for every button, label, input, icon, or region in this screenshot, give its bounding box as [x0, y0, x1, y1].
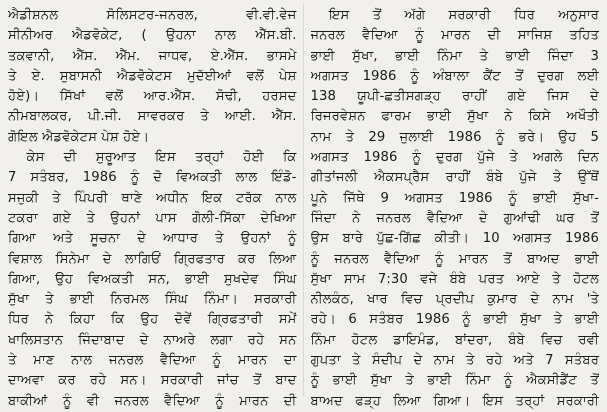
article-line: ਉਸ ਬਾਰੇ ਪੁੱਛ-ਗਿੱਛ ਕੀਤੀ। 10 ਅਗਸਤ 1986 — [310, 231, 599, 247]
article-line: ਗੋਇਲ ਐਡਵੋਕੇਟਸ ਪੇਸ਼ ਹੋਏ। — [8, 129, 150, 145]
article-line: ਗਿਆ, ਉਹ ਵਿਅਕਤੀ ਸਨ, ਭਾਈ ਸੁਖਦੇਵ ਸਿੰਘ — [8, 271, 297, 287]
article-line: ਬਾਕੀਆਂ ਨੂੰ ਵੀ ਜਨਰਲ ਵੈਦਿਆ ਨੂੰ ਮਾਰਨ ਦੀ — [8, 393, 297, 409]
article-line: 138 ਯੂਪੀ-ਛਤੀਸਗੜ੍ਹ ਰਾਹੀਂ ਗਏ ਜਿਸ ਦੇ — [310, 89, 599, 105]
article-column-left — [8, 6, 297, 409]
article-line: ਵਿਸ਼ਾਲ ਸਿਨੇਮਾ ਦੇ ਲਾਗਿਓਂ ਗ੍ਰਿਫਤਾਰ ਕਰ ਲਿਆ — [8, 251, 297, 267]
article-line: ਗੁਪਤਾ ਤੇ ਸੰਦੀਪ ਦੇ ਨਾਮ ਤੇ ਰਹੇ ਅਤੇ 7 ਸਤੰਬਰ — [310, 353, 599, 369]
article-line: ਤੇ ਏ. ਸੁਬਾਸਨੀ ਐਡਵੋਕੇਟਸ ਮੁਦੱਈਆਂ ਵਲੋਂ ਪੇਸ਼ — [8, 68, 297, 84]
article-line: ਟਕਰਾ ਗਏ ਤੇ ਉਹਨਾਂ ਪਾਸ ਗੋਲੀ-ਸਿੱਕਾ ਦੇਖਿਆ — [8, 210, 297, 226]
article-line: ਬਾਅਦ ਫੜ੍ਹ ਲਿਆ ਗਿਆ। ਇਸ ਤਰ੍ਹਾਂ ਸਰਕਾਰੀ — [310, 393, 599, 409]
article-line: ਹੋਏ)। ਸਿੱਖਾਂ ਵਲੋਂ ਆਰ.ਐੱਸ. ਸੋਢੀ, ਹਰਸਦ — [8, 89, 297, 105]
article-line: ਭਾਈ ਸੁੱਖਾ, ਭਾਈ ਨਿੰਮਾ ਤੇ ਭਾਈ ਜਿੰਦਾ 3 — [310, 48, 599, 64]
article-column-right — [310, 6, 600, 409]
article-line: ਜਿੰਦਾ ਨੇ ਜਨਰਲ ਵੈਦਿਆ ਦੇ ਗੁਆਂਢੀ ਘਰ ਤੋਂ — [310, 210, 599, 226]
article-line: ਖਾਲਿਸਤਾਨ ਜਿੰਦਾਬਾਦ ਦੇ ਨਾਅਰੇ ਲਗਾ ਰਹੇ ਸਨ — [8, 332, 297, 348]
article-line: ਰਿਜਰਵੇਸ਼ਨ ਫਾਰਮ ਭਾਈ ਸੁੱਖਾ ਨੇ ਕਿਸੇ ਅਖੌਤੀ — [310, 109, 599, 125]
article-line: ਨਿੰਮਾ ਹੋਟਲ ਡਾਇਮੰਡ, ਬਾਂਦਰਾ, ਬੰਬੇ ਵਿਚ ਰਵੀ — [310, 332, 599, 348]
article-line: ਦਾਅਵਾ ਕਰ ਰਹੇ ਸਨ। ਸਰਕਾਰੀ ਜਾਂਚ ਤੋਂ ਬਾਦ — [8, 373, 297, 389]
article-line: ਸੁੱਖਾ ਸਾਮ 7:30 ਵਜੇ ਬੰਬੇ ਪਰਤ ਆਏ ਤੇ ਹੋਟਲ — [310, 271, 599, 287]
article-line: ਰਹੇ। 6 ਸਤੰਬਰ 1986 ਨੂੰ ਭਾਈ ਸੁੱਖਾ ਤੇ ਭਾਈ — [310, 312, 599, 328]
article-line: ਅਗਸਤ 1986 ਨੂੰ ਦੁਰਗ ਪੁੱਜੇ ਤੇ ਅਗਲੇ ਦਿਨ — [310, 150, 599, 166]
article-line: ਨੂੰ ਭਾਈ ਸੁੱਖਾ ਤੇ ਭਾਈ ਨਿੰਮਾ ਨੂੰ ਐਕਸੀਡੈਂਟ ਤੋਂ — [310, 373, 599, 389]
article-line: ਤਕਵਾਨੀ, ਐੱਸ. ਐੱਮ. ਜਾਧਵ, ਏ.ਐੱਸ. ਭਾਸਮੇ — [8, 48, 297, 64]
article-line: ਜਨਰਲ ਵੈਦਿਆ ਨੂੰ ਮਾਰਨ ਦੀ ਸਾਜਿਸ਼ ਤਹਿਤ — [310, 28, 599, 44]
article-line: ਐਡੀਸ਼ਨਲ ਸੋਲਿਸਟਰ-ਜਨਰਲ, ਵੀ.ਵੀ.ਵੇਜ — [8, 8, 297, 23]
article-line: ਤੇ ਮਾਣ ਨਾਲ ਜਨਰਲ ਵੈਦਿਆ ਨੂੰ ਮਾਰਨ ਦਾ — [8, 353, 297, 369]
article-line: ਸੀਨੀਅਰ ਐਡਵੋਕੇਟ, ( ਉਹਨਾ ਨਾਲ ਐੱਸ.ਬੀ. — [8, 28, 297, 44]
article-line: ਸੁੱਖਾ ਤੇ ਭਾਈ ਨਿਰਮਲ ਸਿੰਘ ਨਿੰਮਾ। ਸਰਕਾਰੀ — [8, 292, 297, 308]
column-divider — [303, 4, 304, 396]
article-line: ਇਸ ਤੋਂ ਅੱਗੇ ਸਰਕਾਰੀ ਧਿਰ ਅਨੁਸਾਰ — [328, 8, 599, 23]
article-line: ਕੇਸ ਦੀ ਸੁਰੂਆਤ ਇਸ ਤਰ੍ਹਾਂ ਹੋਈ ਕਿ — [26, 150, 297, 166]
article-line: ਧਿਰ ਨੇ ਕਿਹਾ ਕਿ ਉਹ ਦੋਵੇਂ ਗ੍ਰਿਫਤਾਰੀ ਸਮੇਂ — [8, 312, 297, 328]
article-line: ਨੀਲਕੰਠ, ਖਾਰ ਵਿਚ ਪ੍ਰਦੀਪ ਕੁਮਾਰ ਦੇ ਨਾਮ 'ਤੇ — [310, 292, 599, 308]
article-line: ਨਾਮ ਤੇ 29 ਜੁਲਾਈ 1986 ਨੂੰ ਭਰੇ। ਉਹ 5 — [310, 129, 599, 145]
article-line: ਨੀਮਬਾਲਕਰ, ਪੀ.ਜੀ. ਸਾਵਰਕਰ ਤੇ ਆਈ. ਐੱਸ. — [8, 109, 297, 125]
article-line: ਸਜੁਕੀ ਤੇ ਪਿੰਪਰੀ ਥਾਣੇ ਅਧੀਨ ਇਕ ਟਰੱਕ ਨਾਲ — [8, 190, 297, 206]
article-line: ਗੀਤਾਂਜਲੀ ਐਕਸਪ੍ਰੈਸ ਰਾਹੀਂ ਬੰਬੇ ਪੁੱਜੇ ਤੇ ਉੱਥੋਂ — [310, 170, 599, 186]
article-line: 7 ਸਤੰਬਰ, 1986 ਨੂੰ ਦੋ ਵਿਅਕਤੀ ਲਾਲ ਇੰਡੋ- — [8, 170, 297, 186]
article-line: ਪੂਨੇ ਜਿੱਥੇ 9 ਅਗਸਤ 1986 ਨੂੰ ਭਾਈ ਸੁੱਖਾ- — [310, 190, 599, 206]
article-line: ਅਗਸਤ 1986 ਨੂੰ ਅੰਬਾਲਾ ਕੈਂਟ ਤੋਂ ਦੁਰਗ ਲਈ — [310, 68, 599, 84]
article-line: ਗਿਆ ਅਤੇ ਸੂਚਨਾ ਦੇ ਆਧਾਰ ਤੇ ਉਹਨਾਂ ਨੂੰ — [8, 231, 297, 247]
article-line: ਨੂੰ ਜਨਰਲ ਵੈਦਿਆ ਨੂੰ ਮਾਰਨ ਤੋਂ ਬਾਅਦ ਭਾਈ — [310, 251, 599, 267]
